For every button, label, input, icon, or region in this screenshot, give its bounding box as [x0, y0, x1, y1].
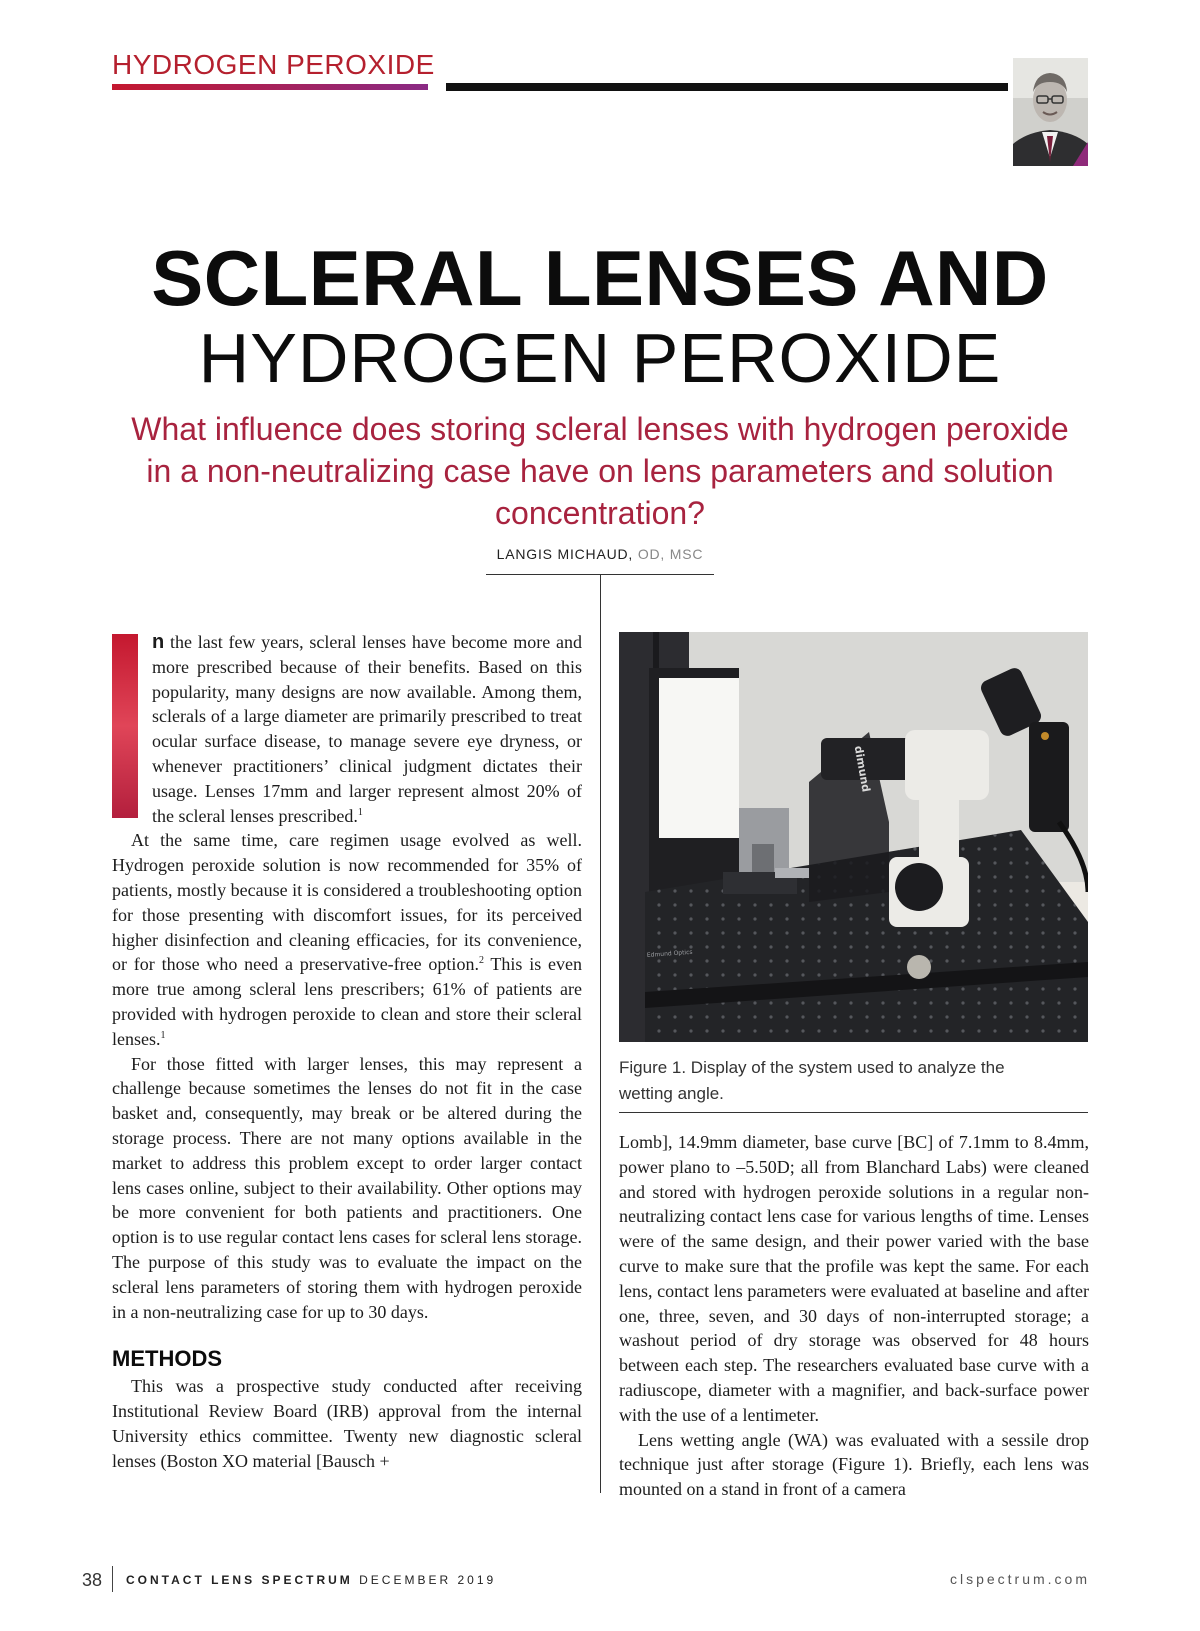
- methods-heading: METHODS: [112, 1346, 222, 1372]
- reference-marker: 1: [160, 1029, 166, 1041]
- publication-name: CONTACT LENS SPECTRUM: [126, 1573, 353, 1587]
- paragraph-2-text-b: This is even more true among scleral lens prescribers; 61% of patients are provided with hydrogen peroxide to clean and store their scleral lenses.: [112, 954, 582, 1049]
- footer-website: clspectrum.com: [949, 1571, 1090, 1587]
- column-divider: [600, 575, 601, 1493]
- body-column-right: [619, 1130, 1089, 1502]
- figure-1-caption: Figure 1. Display of the system used to analyze the wetting angle.: [619, 1058, 1005, 1103]
- microscope-brand-label: dimund: [851, 744, 873, 794]
- paragraph-3: For those fitted with larger lenses, this may represent a challenge because sometimes the lenses do not fit in the case basket and, consequently, may break or be altered during the storage process. There are not many options available in the market to address this problem except to order larger contact lens cases online, subject to their availability. Other options may be more convenient for both patients and practitioners. One option is to use regular contact lens cases for scleral lens storage. The purpose of this study was to evaluate the impact on the scleral lens parameters of storing them with hydrogen peroxide in a non-neutralizing case for up to 30 days.: [112, 1053, 582, 1322]
- article-title-line-1: SCLERAL LENSES AND: [151, 234, 1049, 322]
- issue-date: DECEMBER 2019: [359, 1573, 497, 1587]
- paragraph-4: This was a prospective study conducted after receiving Institutional Review Board (IRB) approval from the internal University ethics committee. Twenty new diagnostic scleral lenses (Boston XO material [Bausch +: [112, 1376, 582, 1471]
- paragraph-1: [112, 630, 582, 828]
- page-number: 38: [82, 1570, 103, 1590]
- caption-rule: [619, 1112, 1088, 1113]
- paragraph-6: Lens wetting angle (WA) was evaluated with a sessile drop technique just after storage (Figure 1). Briefly, each lens was mounted on a stand in front of a camera: [619, 1429, 1089, 1500]
- byline: [400, 546, 800, 562]
- author-name: LANGIS MICHAUD,: [496, 546, 634, 562]
- author-photo: [1013, 58, 1088, 166]
- section-tag-underline: [112, 84, 428, 90]
- paragraph-2-text-a: At the same time, care regimen usage evolved as well. Hydrogen peroxide solution is now recommended for 35% of patients, mostly because it is considered a troubleshooting option for those presenting with discomfort issues, for its perceived higher disinfection and cleaning efficacies, for its convenience, or for those who need a preservative-free option.: [112, 830, 582, 975]
- footer-publication: [126, 1573, 496, 1587]
- section-tag: HYDROGEN PEROXIDE: [112, 49, 435, 80]
- body-column-left: [112, 630, 582, 1474]
- folio-rule: [112, 1566, 113, 1592]
- figure-1-photo: [619, 632, 1088, 1042]
- paragraph-5: Lomb], 14.9mm diameter, base curve [BC] of 7.1mm to 8.4mm, power plano to –5.50D; all from Blanchard Labs) were cleaned and stored with hydrogen peroxide solutions in a regular non-neutralizing contact lens case for various lengths of time. Lenses were of the same design, and their power varied with the base curve to make sure that the profile was kept the same. For each lens, contact lens parameters were evaluated at baseline and after one, three, seven, and 30 days of non-interrupted storage; a washout period of dry storage was observed for 48 hours between each step. The researchers evaluated base curve with a radiuscope, diameter with a magnifier, and back-surface power with the use of a lentimeter.: [619, 1132, 1089, 1425]
- reference-marker: 2: [478, 955, 484, 967]
- reference-marker: 1: [357, 806, 363, 818]
- lead-word: n: [152, 631, 165, 653]
- article-subtitle: What influence does storing scleral lenses with hydrogen peroxide in a non-neutralizing case have on lens parameters and solution concentration?: [131, 411, 1069, 531]
- breadboard-label: Edmund Optics: [646, 948, 693, 959]
- paragraph-1-text: the last few years, scleral lenses have become more and more prescribed because of their benefits. Based on this popularity, many designs are now available. Among them, sclerals of a large diameter are primarily prescribed to treat ocular surface disease, to manage severe eye dryness, or whenever practitioners’ clinical judgment dictates their usage. Lenses 17mm and larger represent almost 20% of the scleral lenses prescribed.: [152, 632, 583, 826]
- paragraph-2: [112, 828, 582, 1051]
- author-credentials: OD, MSC: [637, 546, 704, 562]
- drop-cap-bar: [112, 634, 138, 818]
- header-rule: [446, 83, 1008, 91]
- article-title-line-2: HYDROGEN PEROXIDE: [198, 319, 1002, 397]
